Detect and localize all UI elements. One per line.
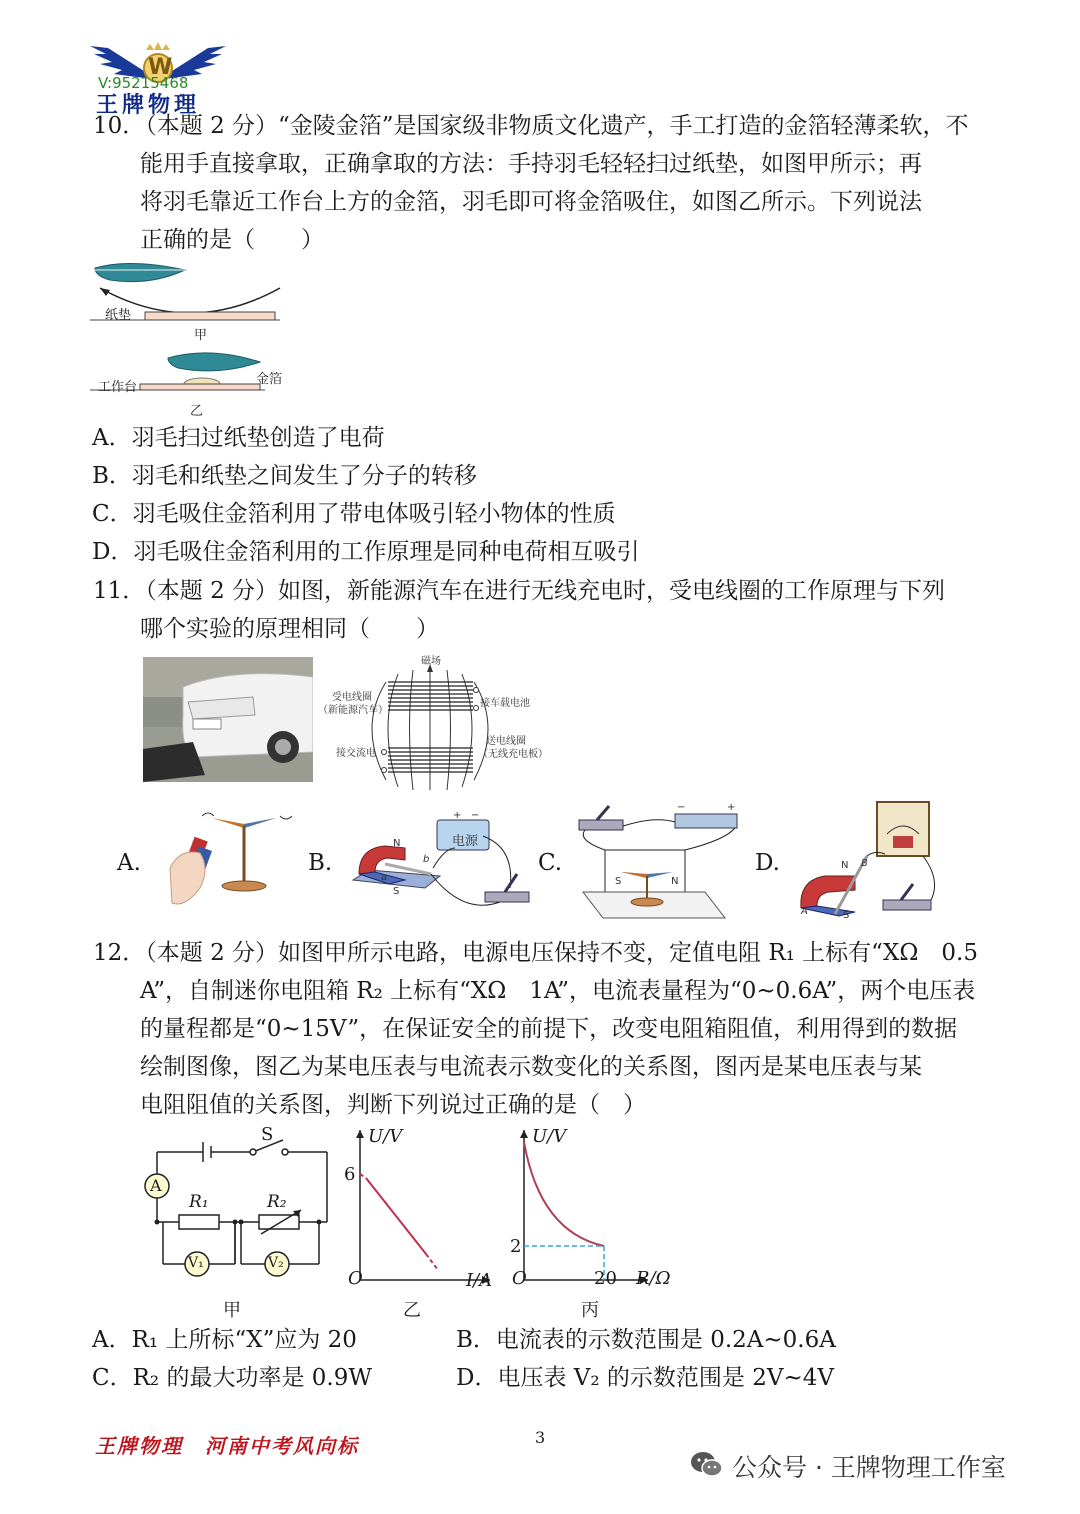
label-b-b: b [423, 854, 430, 865]
label-field: 磁场 [421, 656, 441, 667]
page-number: 3 [535, 1428, 546, 1447]
label-power: 电源 [452, 834, 479, 849]
graph-bing [508, 1122, 688, 1322]
graph-yi-origin: O [348, 1268, 363, 1289]
q12-line-5: 电阻阻值的关系图，判断下列说过正确的是（ ） [140, 1092, 646, 1118]
q11-option-a-letter: A. [117, 850, 141, 876]
label-jia: 甲 [194, 328, 208, 343]
q10-line-1: 10．（本题 2 分）“金陵金箔”是国家级非物质文化遗产，手工打造的金箔轻薄柔软，不 [93, 113, 969, 139]
label-r2: R₂ [267, 1192, 287, 1212]
circuit-jia [135, 1122, 335, 1322]
label-v2: V₂ [268, 1255, 284, 1271]
q10-line-4: 正确的是（ ） [140, 227, 324, 253]
q11-line-2: 哪个实验的原理相同（ ） [140, 616, 439, 642]
q11-figure-c [575, 800, 745, 922]
q12-line-2: A”，自制迷你电阻箱 R₂ 上标有“XΩ 1A”，电流表量程为“0~0.6A”，两个电压表 [140, 978, 976, 1004]
graph-yi [340, 1122, 500, 1322]
label-d-b: B [861, 858, 868, 869]
logo-brand: 王牌物理 [96, 93, 201, 118]
q11-figure-d [795, 800, 945, 922]
q11-option-d-letter: D. [755, 850, 780, 876]
label-recv-car: （新能源汽车） [318, 705, 388, 716]
coil-field-lines [318, 652, 558, 792]
label-send-pad: （无线充电板） [478, 749, 548, 760]
label-b-plus: + [453, 810, 462, 821]
label-switch: S [261, 1124, 274, 1145]
galvanometer-figure [795, 800, 945, 922]
label-d-a: A [801, 906, 808, 917]
label-ac: 接交流电 [336, 748, 376, 759]
label-c-n: N [671, 876, 679, 887]
q12-option-c: C．R₂ 的最大功率是 0.9W [92, 1365, 372, 1391]
q10-option-a: A．羽毛扫过纸垫创造了电荷 [92, 425, 385, 451]
compass-magnet-figure [160, 808, 310, 913]
label-b-a: a [381, 872, 388, 883]
q10-option-c: C．羽毛吸住金箔利用了带电体吸引轻小物体的性质 [92, 501, 616, 527]
q11-line-1: 11．（本题 2 分）如图，新能源汽车在进行无线充电时，受电线圈的工作原理与下列 [93, 578, 946, 604]
q10-line-2: 能用手直接拿取，正确拿取的方法：手持羽毛轻轻扫过纸垫，如图甲所示；再 [140, 151, 922, 177]
q11-figure-b [345, 808, 535, 918]
label-battery: 接车载电池 [480, 698, 530, 709]
watermark-text: 公众号 · 王牌物理工作室 [732, 1453, 1006, 1482]
label-v1: V₁ [188, 1255, 204, 1271]
watermark [690, 1448, 1060, 1488]
label-yi: 乙 [190, 404, 204, 419]
graph-bing-xlabel: R/Ω [636, 1268, 671, 1289]
q12-option-a: A．R₁ 上所标“X”应为 20 [92, 1327, 357, 1353]
wechat-icon [690, 1450, 724, 1480]
label-foil: 金箔 [256, 372, 283, 387]
caption-yi: 乙 [403, 1300, 421, 1321]
label-ammeter: A [150, 1176, 162, 1195]
car-image [143, 657, 313, 782]
label-b-s: S [393, 886, 400, 897]
q10-line-3: 将羽毛靠近工作台上方的金箔，羽毛即可将金箔吸住，如图乙所示。下列说法 [140, 189, 922, 215]
q10-option-d: D．羽毛吸住金箔利用的工作原理是同种电荷相互吸引 [92, 539, 640, 565]
q11-figure-a [160, 808, 310, 913]
brand-logo [88, 40, 228, 118]
label-pad: 纸垫 [105, 308, 132, 323]
label-c-minus: − [677, 802, 686, 813]
label-c-s: S [615, 876, 622, 887]
graph-bing-ytick: 2 [510, 1236, 522, 1257]
oersted-compass-figure [575, 800, 745, 922]
graph-bing-ylabel: U/V [532, 1126, 567, 1147]
label-d-s: S [843, 910, 850, 921]
coil-diagram [318, 652, 558, 792]
magnet-rod-circuit-figure [345, 808, 535, 918]
circuit-diagram [135, 1122, 335, 1297]
q11-option-b-letter: B. [308, 850, 333, 876]
q12-line-3: 的量程都是“0~15V”，在保证安全的前提下，改变电阻箱阻值，利用得到的数据 [140, 1016, 958, 1042]
graph-bing-origin: O [512, 1268, 527, 1289]
q11-option-c-letter: C. [538, 850, 563, 876]
label-send-coil: 送电线圈 [486, 736, 526, 747]
car-charging-photo [143, 657, 313, 782]
label-b-n: N [393, 838, 401, 849]
logo-wechat-id: V:95215468 [98, 74, 189, 92]
q12-line-4: 绘制图像，图乙为某电压表与电流表示数变化的关系图，图丙是某电压表与某 [140, 1054, 922, 1080]
q12-option-d: D．电压表 V₂ 的示数范围是 2V~4V [456, 1365, 834, 1391]
q12-line-1: 12．（本题 2 分）如图甲所示电路，电源电压保持不变，定值电阻 R₁ 上标有“XΩ 0.5 [93, 940, 978, 966]
label-recv-coil: 受电线圈 [332, 692, 372, 703]
label-bench: 工作台 [98, 380, 138, 395]
caption-bing: 丙 [581, 1300, 599, 1321]
graph-yi-xlabel: I/A [466, 1270, 493, 1291]
q10-option-b: B．羽毛和纸垫之间发生了分子的转移 [92, 463, 477, 489]
logo-letter: W [148, 55, 173, 80]
footer-slogan: 王牌物理 河南中考风向标 [95, 1434, 359, 1458]
label-r1: R₁ [189, 1192, 209, 1212]
label-b-minus: − [471, 810, 480, 821]
q12-option-b: B．电流表的示数范围是 0.2A~0.6A [456, 1327, 836, 1353]
graph-bing-xtick: 20 [594, 1268, 617, 1289]
graph-yi-ytick: 6 [344, 1164, 356, 1185]
label-c-plus: + [727, 802, 736, 813]
q10-figure [90, 258, 300, 418]
graph-yi-ylabel: U/V [368, 1126, 403, 1147]
label-d-n: N [841, 860, 849, 871]
caption-jia: 甲 [223, 1300, 241, 1321]
